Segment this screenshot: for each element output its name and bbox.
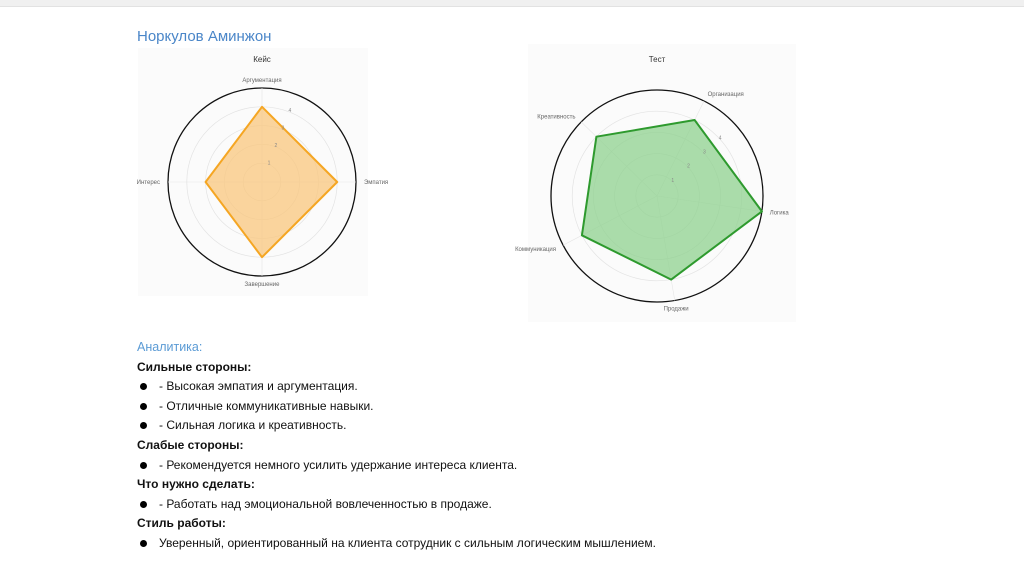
case-radar-chart [136, 48, 389, 296]
work-style-heading: Стиль работы: [137, 516, 226, 531]
axis-label: Коммуникация [515, 246, 557, 253]
tick-label: 3 [281, 125, 285, 132]
tick-label: 3 [702, 149, 706, 156]
tick-label: 2 [274, 143, 278, 150]
case-radar-svg [136, 48, 389, 296]
tick-label: 1 [267, 160, 271, 167]
tick-label: 4 [718, 135, 722, 142]
axis-label: Организация [707, 91, 744, 98]
weaknesses-heading: Слабые стороны: [137, 437, 244, 452]
tick-label: 1 [671, 177, 675, 184]
test-radar-chart [515, 44, 796, 322]
bullet-icon [140, 540, 147, 547]
strengths-list [137, 377, 897, 436]
axis-label: Креативность [537, 114, 576, 121]
tick-label: 2 [687, 163, 690, 170]
top-rule [0, 0, 1024, 7]
chart-title: Тест [648, 55, 666, 64]
todo-heading: Что нужно сделать: [137, 477, 255, 492]
list-item-text: - Работать над эмоциональной вовлеченностью в продаже. [159, 496, 492, 511]
test-radar-svg [515, 44, 796, 322]
todo-list [137, 495, 897, 515]
data-polygon [206, 107, 338, 257]
axis-label: Завершение [244, 282, 280, 288]
list-item [137, 416, 897, 436]
analytics-heading: Аналитика: [137, 340, 203, 354]
list-item [137, 456, 897, 476]
list-item-text: - Рекомендуется немного усилить удержание интереса клиента. [159, 457, 518, 472]
bullet-icon [140, 501, 147, 508]
list-item [137, 534, 897, 554]
list-item-text: - Отличные коммуникативные навыки. [159, 398, 374, 413]
list-item [137, 397, 897, 417]
axis-label: Продажи [663, 306, 689, 313]
tick-label: 4 [288, 108, 292, 115]
bullet-icon [140, 422, 147, 429]
list-item-text: Уверенный, ориентированный на клиента сотрудник с сильным логическим мышлением. [159, 535, 656, 550]
strengths-heading: Сильные стороны: [137, 359, 252, 374]
list-item-text: - Сильная логика и креативность. [159, 418, 347, 433]
chart-title: Кейс [253, 55, 271, 64]
axis-label: Аргументация [242, 78, 282, 84]
work-style-list [137, 534, 897, 554]
list-item-text: - Высокая эмпатия и аргументация. [159, 379, 358, 394]
axis-label: Интерес [136, 180, 160, 186]
weaknesses-list [137, 456, 897, 476]
page-title: Норкулов Аминжон [137, 28, 272, 45]
axis-label: Логика [769, 210, 789, 217]
analytics-block [137, 338, 897, 554]
data-polygon [582, 120, 762, 280]
bullet-icon [140, 462, 147, 469]
bullet-icon [140, 403, 147, 410]
list-item [137, 377, 897, 397]
list-item [137, 495, 897, 515]
axis-label: Эмпатия [364, 180, 389, 186]
bullet-icon [140, 383, 147, 390]
